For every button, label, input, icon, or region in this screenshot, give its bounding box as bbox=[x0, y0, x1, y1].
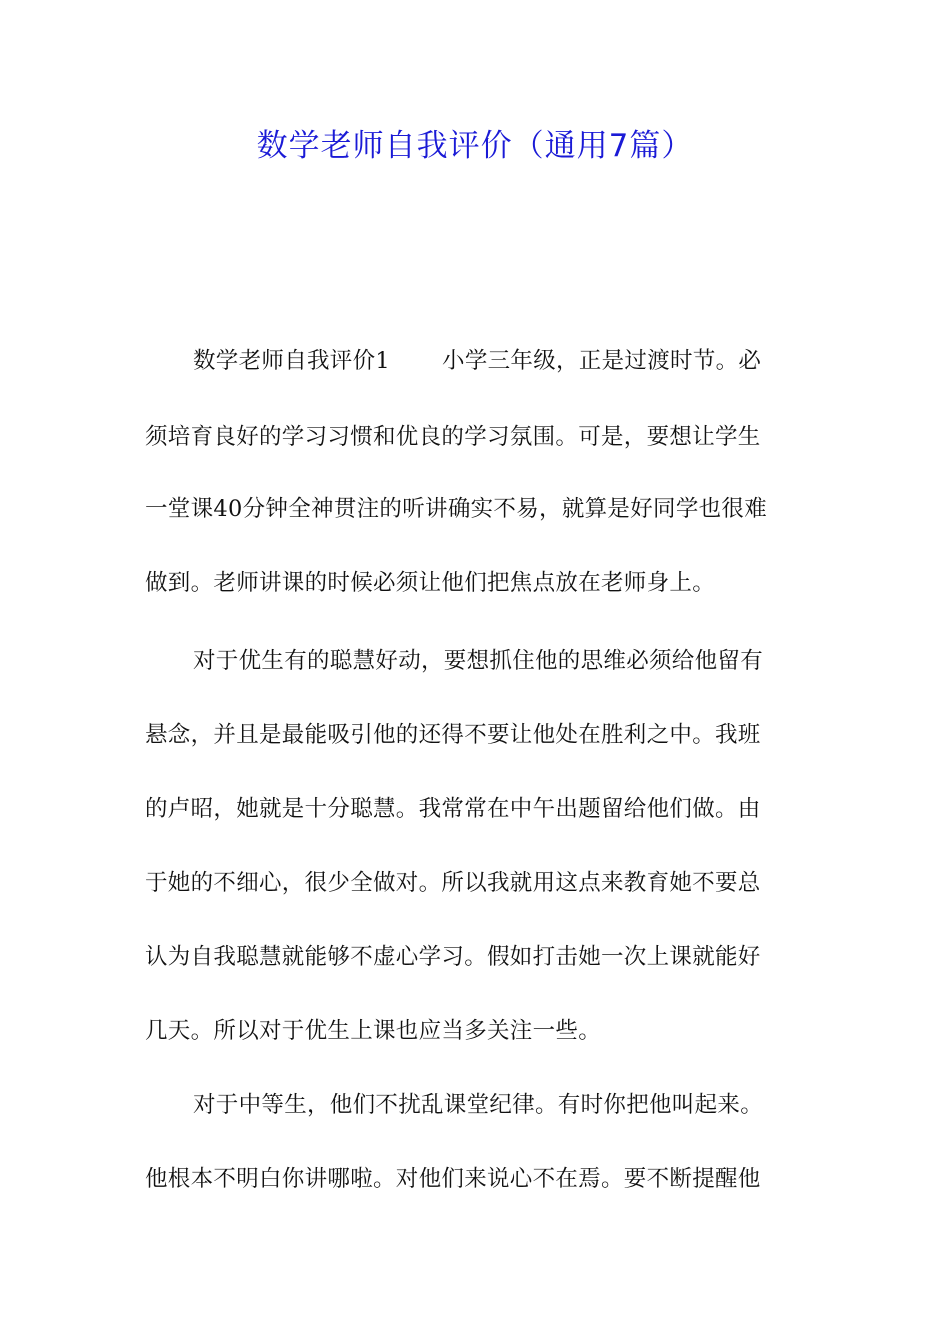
paragraph-line: 一堂课40分钟全神贯注的听讲确实不易，就算是好同学也很难 bbox=[145, 496, 768, 522]
document-title: 数学老师自我评价（通用7篇） bbox=[256, 128, 694, 164]
paragraph-line: 认为自我聪慧就能够不虚心学习。假如打击她一次上课就能好 bbox=[145, 944, 761, 970]
paragraph-line: 的卢昭，她就是十分聪慧。我常常在中午出题留给他们做。由 bbox=[145, 796, 761, 822]
paragraph-1-line-1 bbox=[193, 345, 810, 377]
paragraph-line: 须培育良好的学习习惯和优良的学习氛围。可是，要想让学生 bbox=[145, 424, 761, 450]
paragraph-line: 做到。老师讲课的时候必须让他们把焦点放在老师身上。 bbox=[145, 570, 716, 596]
paragraph-line: 几天。所以对于优生上课也应当多关注一些。 bbox=[145, 1018, 602, 1044]
paragraph-line: 对于优生有的聪慧好动，要想抓住他的思维必须给他留有 bbox=[193, 648, 764, 674]
paragraph-line: 悬念，并且是最能吸引他的还得不要让他处在胜利之中。我班 bbox=[145, 722, 761, 748]
section-heading: 数学老师自我评价1 bbox=[193, 348, 391, 374]
paragraph-line: 于她的不细心，很少全做对。所以我就用这点来教育她不要总 bbox=[145, 870, 761, 896]
paragraph-line: 对于中等生，他们不扰乱课堂纪律。有时你把他叫起来。 bbox=[193, 1092, 764, 1118]
paragraph-line: 他根本不明白你讲哪啦。对他们来说心不在焉。要不断提醒他 bbox=[145, 1166, 761, 1192]
paragraph-line: 小学三年级，正是过渡时节。必 bbox=[442, 348, 762, 374]
